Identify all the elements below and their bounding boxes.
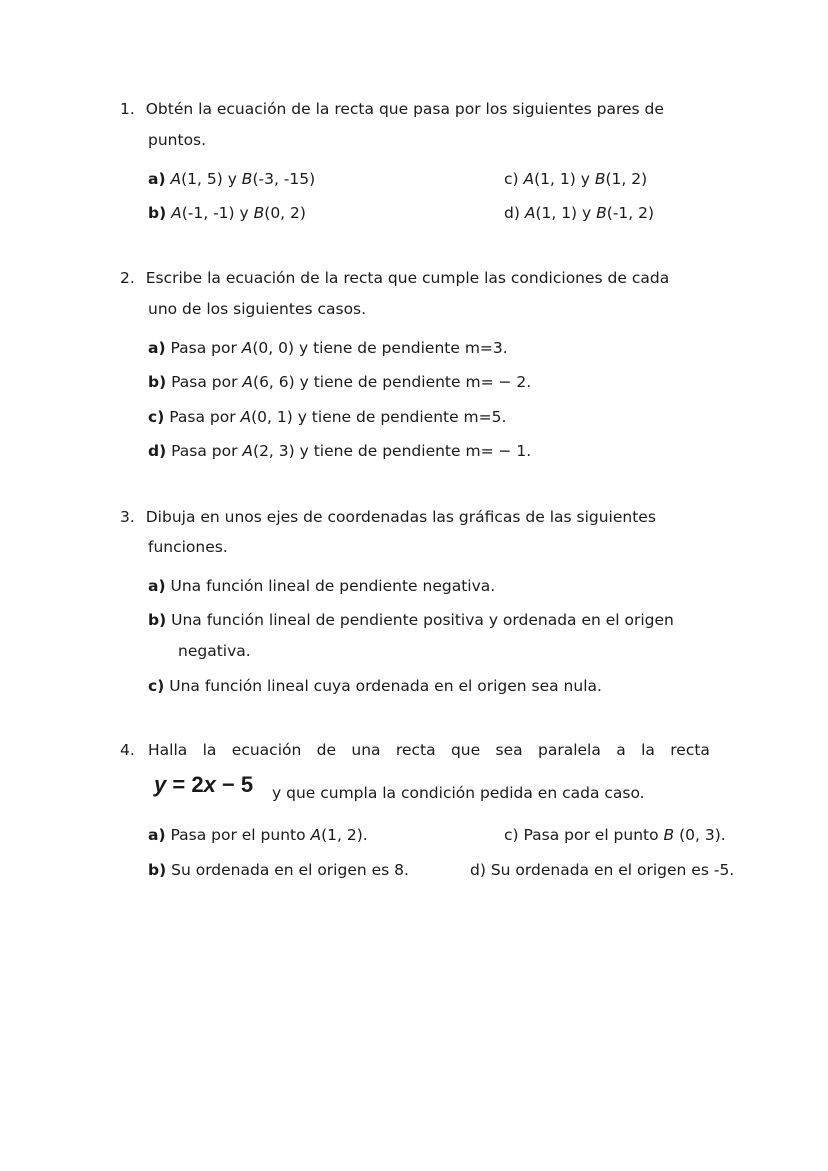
item-1d: d) A(1, 1) y B(-1, 2) <box>504 204 655 222</box>
equation: y = 2x − 5 <box>154 772 254 797</box>
item-2a: a) Pasa por A(0, 0) y tiene de pendiente m=3. <box>148 339 508 357</box>
exercise-4-statement-cont: y que cumpla la condición pedida en cada caso. <box>272 784 645 802</box>
exercise-4-statement-justified: Halla la ecuación de una recta que sea paralela a la recta <box>148 741 710 759</box>
item-4d: d) Su ordenada en el origen es -5. <box>470 861 735 879</box>
item-2b: b) Pasa por A(6, 6) y tiene de pendiente m= − 2. <box>148 373 532 391</box>
exercise-3-statement-cont: funciones. <box>148 538 228 556</box>
exercise-2-statement-cont: uno de los siguientes casos. <box>148 300 367 318</box>
exercise-number: 1. <box>120 100 135 118</box>
exercise-number: 3. <box>120 508 135 526</box>
item-4b: b) Su ordenada en el origen es 8. <box>148 861 409 879</box>
item-4c: c) Pasa por el punto B (0, 3). <box>504 826 726 844</box>
exercise-2-statement: 2. Escribe la ecuación de la recta que cumple las condiciones de cada <box>120 269 670 287</box>
item-1c: c) A(1, 1) y B(1, 2) <box>504 170 648 188</box>
item-2d: d) Pasa por A(2, 3) y tiene de pendiente m= − 1. <box>148 442 532 460</box>
item-3b: b) Una función lineal de pendiente positiva y ordenada en el origen <box>148 611 674 629</box>
item-2c: c) Pasa por A(0, 1) y tiene de pendiente m=5. <box>148 408 507 426</box>
item-3a: a) Una función lineal de pendiente negativa. <box>148 577 496 595</box>
item-1a: a) A(1, 5) y B(-3, -15) <box>148 170 316 188</box>
item-1b: b) A(-1, -1) y B(0, 2) <box>148 204 306 222</box>
exercise-3-statement: 3. Dibuja en unos ejes de coordenadas las gráficas de las siguientes <box>120 508 656 526</box>
exercise-1-statement: 1. Obtén la ecuación de la recta que pasa por los siguientes pares de <box>120 100 664 118</box>
item-3b-cont: negativa. <box>178 642 251 660</box>
exercise-number: 4. <box>120 741 135 759</box>
item-4a: a) Pasa por el punto A(1, 2). <box>148 826 368 844</box>
exercise-4-statement <box>120 741 135 759</box>
item-3c: c) Una función lineal cuya ordenada en el origen sea nula. <box>148 677 602 695</box>
exercise-1-statement-cont: puntos. <box>148 131 207 149</box>
exercise-number: 2. <box>120 269 135 287</box>
